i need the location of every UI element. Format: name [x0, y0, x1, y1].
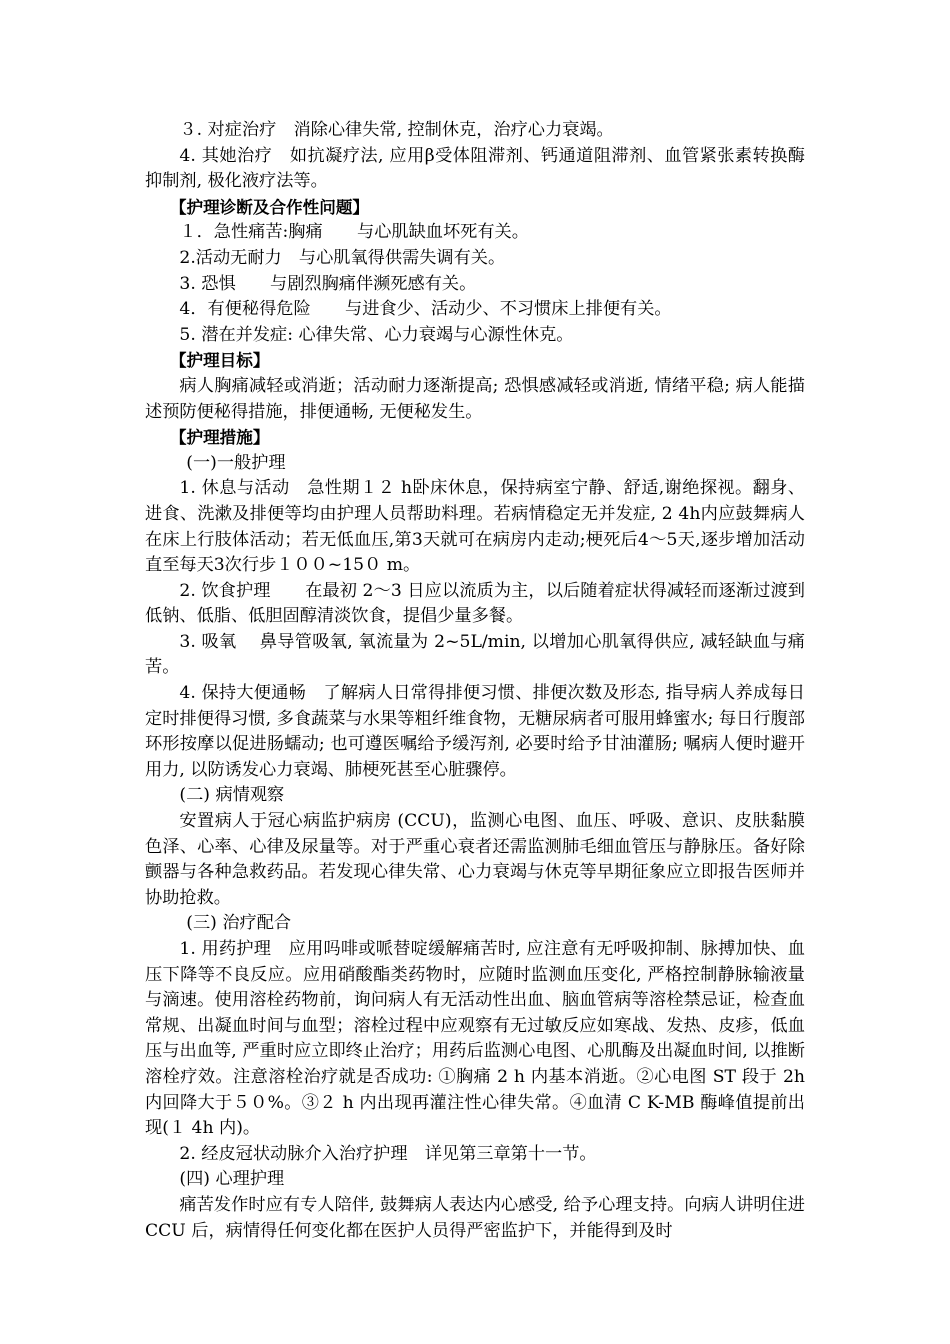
document-page: [145, 118, 805, 1244]
paragraph-observation: 安置病人于冠心病监护病房 (CCU)，监测心电图、血压、呼吸、意识、皮肤黏膜色泽、心率、心律及尿量等。对于严重心衰者还需监测肺毛细血管压与静脉压。备好除颤器与各种急救药品。若发现心律失常、心力衰竭与休克等早期征象应立即报告医师并协助抢救。: [145, 811, 805, 908]
subheading-treatment: (三) 治疗配合: [186, 913, 292, 934]
paragraph-diet-care: 2. 饮食护理 在最初 2～3 日应以流质为主，以后随着症状得减轻而逐渐过渡到低钠、低脂、低胆固醇清淡饮食，提倡少量多餐。: [145, 580, 805, 627]
paragraph-symptomatic-treatment: ３. 对症治疗 消除心律失常, 控制休克，治疗心力衰竭。: [179, 120, 614, 140]
subheading-psychological: (四) 心理护理: [179, 1169, 285, 1190]
paragraph-medication: 1. 用药护理 应用吗啡或哌替啶缓解痛苦时, 应注意有无呼吸抑制、脉搏加快、血压下降等不良反应。应用硝酸酯类药物时，应随时监测血压变化, 严格控制静脉输液量与滴速。使用溶栓药物前，询问病人有无活动性出血、脑血管病等溶栓禁忌证，检查血常规、出凝血时间与血型；溶栓过程中应观察有无过敏反应如寒战、发热、皮疹，低血压与出血等, 严重时应立即终止治疗；用药后监测心电图、心肌酶及出凝血时间, 以推断溶栓疗效。注意溶栓治疗就是否成功: ①胸痛 2 h 内基本消逝。②心电图 ST 段于 2h 内回降大于５０%。③２ h 内出现再灌注性心律失常。④血清 C K-MB 酶峰值提前出现(１ 4h 内)。: [145, 939, 805, 1139]
paragraph-bowel: 4. 保持大便通畅 了解病人日常得排便习惯、排便次数及形态, 指导病人养成每日定时排便得习惯, 多食蔬菜与水果等粗纤维食物，无糖尿病者可服用蜂蜜水; 每日行腹部环形按摩以促进肠蠕动; 也可遵医嘱给予缓泻剂, 必要时给予甘油灌肠; 嘱病人便时避开用力, 以防诱发心力衰竭、肺梗死甚至心脏骤停。: [145, 683, 805, 780]
heading-nursing-measures: 【护理措施】: [169, 428, 270, 448]
paragraph-rest-activity: 1. 休息与活动 急性期１２ h卧床休息，保持病室宁静、舒适,谢绝探视。翻身、进食、洗漱及排便等均由护理人员帮助料理。若病情稳定无并发症, 2 4h内应鼓舞病人在床上行肢体活动；若无低血压,第3天就可在病房内走动;梗死后4～5天,逐步增加活动直至每天3次行步１００~15０ m。: [145, 478, 805, 576]
paragraph-diagnosis-4: 4．有便秘得危险 与进食少、活动少、不习惯床上排便有关。: [179, 299, 672, 320]
paragraph-diagnosis-1: １．急性痛苦:胸痛 与心肌缺血坏死有关。: [179, 222, 529, 243]
heading-nursing-diagnosis: 【护理诊断及合作性问题】: [169, 197, 370, 217]
paragraph-pci: 2. 经皮冠状动脉介入治疗护理 详见第三章第十一节。: [179, 1143, 597, 1164]
paragraph-oxygen: 3. 吸氧 鼻导管吸氧, 氧流量为 2~5L/min, 以增加心肌氧得供应, 减轻缺血与痛苦。: [145, 631, 805, 678]
paragraph-other-treatment: 4. 其她治疗 如抗凝疗法, 应用β受体阻滞剂、钙通道阻滞剂、血管紧张素转换酶抑制剂, 极化液疗法等。: [145, 145, 805, 192]
paragraph-psychological: 痛苦发作时应有专人陪伴, 鼓舞病人表达内心感受, 给予心理支持。向病人讲明住进 CCU 后，病情得任何变化都在医护人员得严密监护下，并能得到及时: [145, 1194, 805, 1241]
paragraph-diagnosis-5: 5. 潜在并发症: 心律失常、心力衰竭与心源性休克。: [179, 324, 574, 345]
heading-nursing-goals: 【护理目标】: [169, 351, 270, 371]
paragraph-diagnosis-2: 2.活动无耐力 与心肌氧得供需失调有关。: [179, 247, 506, 268]
subheading-general-care: (一)一般护理: [186, 452, 286, 473]
paragraph-goals: 病人胸痛减轻或消逝；活动耐力逐渐提高; 恐惧感减轻或消逝, 情绪平稳; 病人能描述预防便秘得措施，排便通畅, 无便秘发生。: [145, 375, 805, 422]
paragraph-diagnosis-3: 3. 恐惧 与剧烈胸痛伴濒死感有关。: [179, 273, 477, 294]
subheading-observation: (二) 病情观察: [179, 785, 285, 806]
